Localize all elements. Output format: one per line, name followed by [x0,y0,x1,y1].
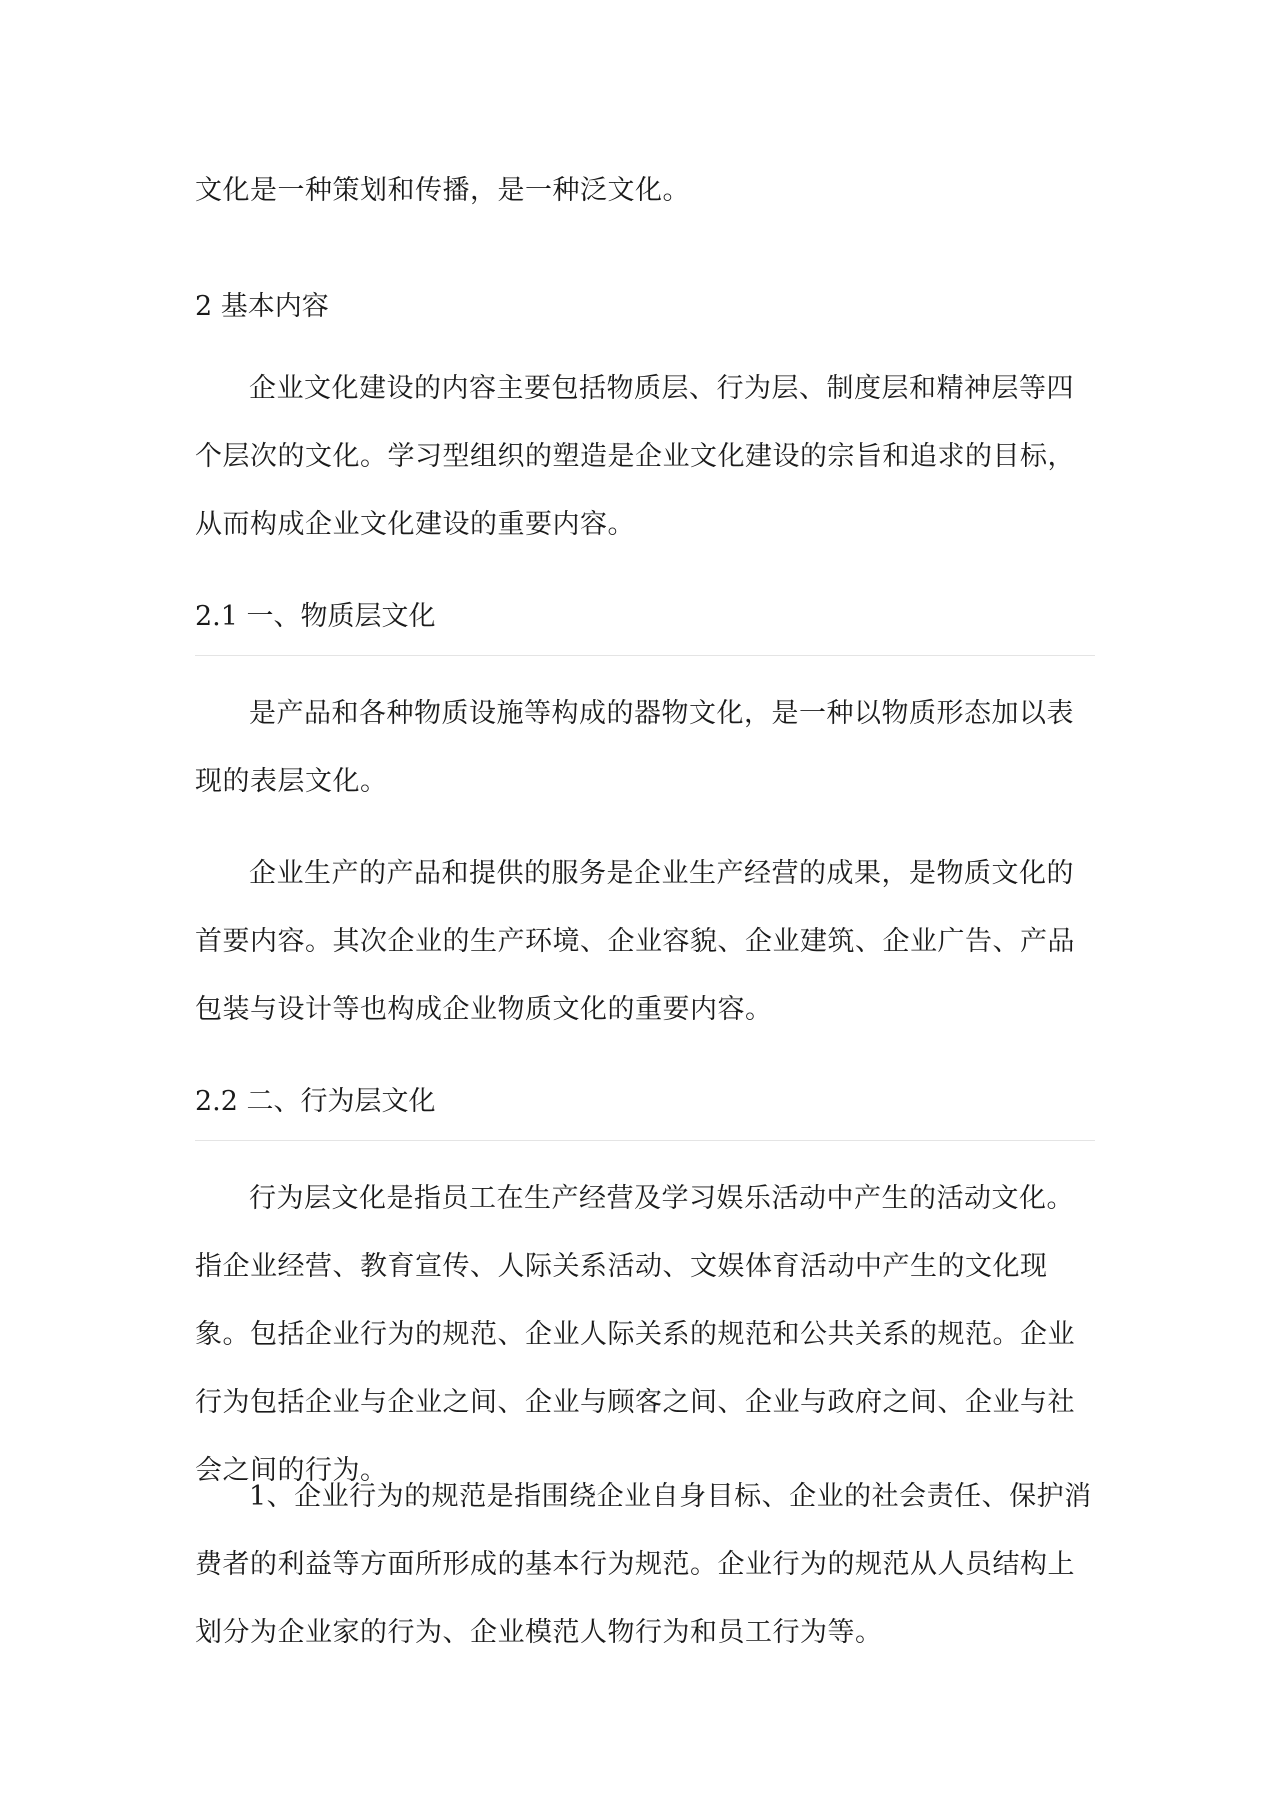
section-2-1-paragraph-1: 是产品和各种物质设施等构成的器物文化，是一种以物质形态加以表现的表层文化。 [195,698,1074,797]
section-2-2-paragraph-1: 行为层文化是指员工在生产经营及学习娱乐活动中产生的活动文化。指企业经营、教育宣传、人际关系活动、文娱体育活动中产生的文化现象。包括企业行为的规范、企业人际关系的规范和公共关系的规范。企业行为包括企业与企业之间、企业与顾客之间、企业与政府之间、企业与社会之间的行为。 [195,1183,1075,1486]
document-page [195,0,1095,1810]
heading-divider [195,655,1095,656]
section-heading-2-1: 2.1 一、物质层文化 [195,601,436,632]
section-2-1-paragraph-2: 企业生产的产品和提供的服务是企业生产经营的成果，是物质文化的首要内容。其次企业的生产环境、企业容貌、企业建筑、企业广告、产品包装与设计等也构成企业物质文化的重要内容。 [195,858,1075,1025]
section-2-2-paragraph-2: 1、企业行为的规范是指围绕企业自身目标、企业的社会责任、保护消费者的利益等方面所形成的基本行为规范。企业行为的规范从人员结构上划分为企业家的行为、企业模范人物行为和员工行为等。 [195,1481,1092,1648]
section-heading-2: 2 基本内容 [195,291,329,322]
section-2-paragraph: 企业文化建设的内容主要包括物质层、行为层、制度层和精神层等四个层次的文化。学习型组织的塑造是企业文化建设的宗旨和追求的目标，从而构成企业文化建设的重要内容。 [195,373,1075,540]
intro-paragraph-tail: 文化是一种策划和传播，是一种泛文化。 [195,175,690,206]
section-heading-2-2: 2.2 二、行为层文化 [195,1086,436,1117]
heading-divider [195,1140,1095,1141]
